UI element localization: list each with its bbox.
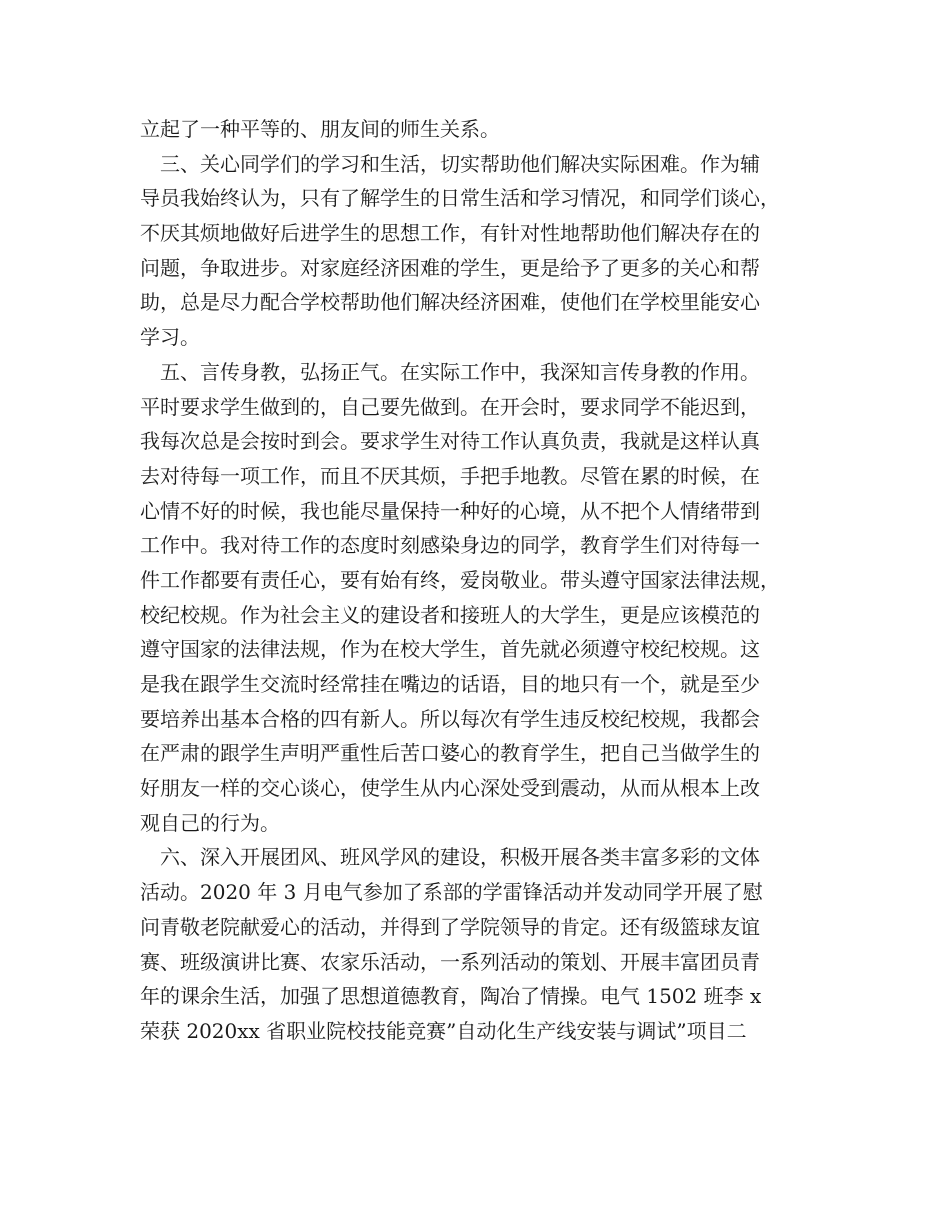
text-line: 年的课余生活，加强了思想道德教育，陶冶了情操。电气 1502 班李 x	[140, 984, 762, 1009]
text-line: 平时要求学生做到的，自己要先做到。在开会时，要求同学不能迟到，	[140, 394, 760, 419]
text-line: 件工作都要有责任心，要有始有终，爱岗敬业。带头遵守国家法律法规，	[140, 567, 780, 592]
text-line: 要培养出基本合格的四有新人。所以每次有学生违反校纪校规，我都会	[140, 706, 760, 731]
text-line: 在严肃的跟学生声明严重性后苦口婆心的教育学生，把自己当做学生的	[140, 741, 760, 766]
text-line: 我每次总是会按时到会。要求学生对待工作认真负责，我就是这样认真	[140, 429, 760, 454]
text-line: 助，总是尽力配合学校帮助他们解决经济困难，使他们在学校里能安心	[140, 290, 760, 315]
text-line: 工作中。我对待工作的态度时刻感染身边的同学，教育学生们对待每一	[140, 533, 760, 558]
document-body	[140, 112, 820, 1049]
text-line: 校纪校规。作为社会主义的建设者和接班人的大学生，更是应该模范的	[140, 602, 760, 627]
text-line: 荣获 2020xx 省职业院校技能竞赛”自动化生产线安装与调试”项目二	[140, 1018, 747, 1043]
text-line: 遵守国家的法律法规，作为在校大学生，首先就必须遵守校纪校规。这	[140, 637, 760, 662]
text-line: 六、深入开展团风、班风学风的建设，积极开展各类丰富多彩的文体	[140, 845, 760, 870]
text-line: 赛、班级演讲比赛、农家乐活动，一系列活动的策划、开展丰富团员青	[140, 949, 760, 974]
text-line: 问题，争取进步。对家庭经济困难的学生，更是给予了更多的关心和帮	[140, 255, 760, 280]
text-line: 观自己的行为。	[140, 810, 280, 835]
text-line: 学习。	[140, 325, 200, 350]
text-line: 心情不好的时候，我也能尽量保持一种好的心境，从不把个人情绪带到	[140, 498, 760, 523]
text-line: 导员我始终认为，只有了解学生的日常生活和学习情况，和同学们谈心，	[140, 186, 780, 211]
text-line: 去对待每一项工作，而且不厌其烦，手把手地教。尽管在累的时候，在	[140, 463, 760, 488]
text-line: 三、关心同学们的学习和生活，切实帮助他们解决实际困难。作为辅	[140, 151, 760, 176]
text-line: 立起了一种平等的、朋友间的师生关系。	[140, 117, 500, 141]
text-line: 问青敬老院献爱心的活动，并得到了学院领导的肯定。还有级篮球友谊	[140, 914, 760, 939]
text-line: 五、言传身教，弘扬正气。在实际工作中，我深知言传身教的作用。	[140, 359, 760, 384]
text-line: 不厌其烦地做好后进学生的思想工作，有针对性地帮助他们解决存在的	[140, 221, 760, 246]
text-line: 活动。2020 年 3 月电气参加了系部的学雷锋活动并发动同学开展了慰	[140, 880, 763, 905]
text-line: 是我在跟学生交流时经常挂在嘴边的话语，目的地只有一个，就是至少	[140, 672, 760, 696]
text-line: 好朋友一样的交心谈心，使学生从内心深处受到震动，从而从根本上改	[140, 776, 760, 801]
